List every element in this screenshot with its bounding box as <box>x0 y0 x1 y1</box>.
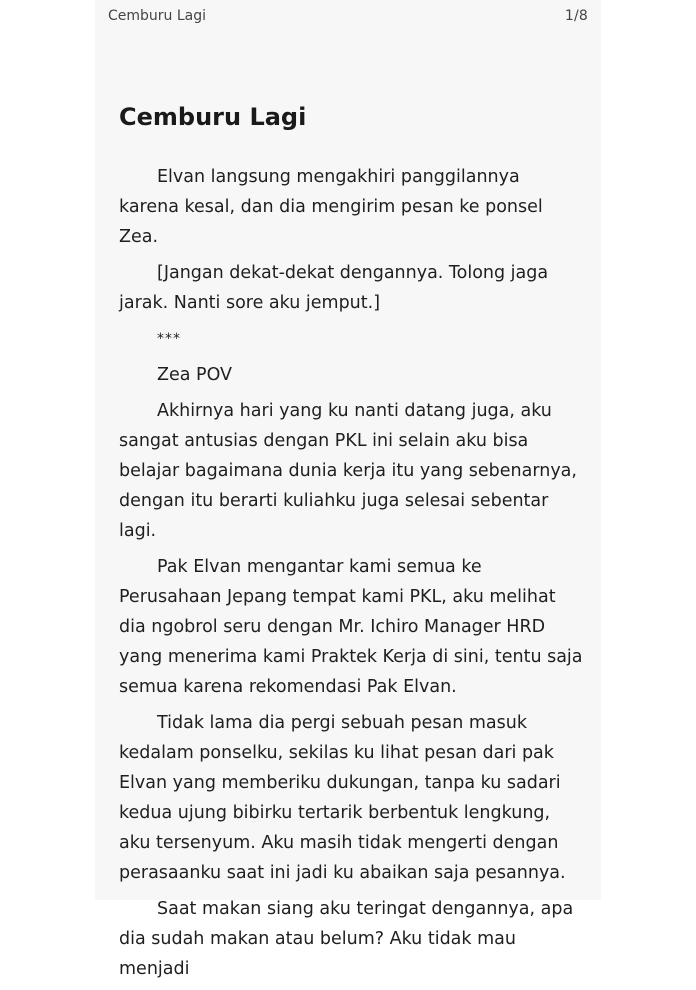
paragraph: Saat makan siang aku teringat dengannya, apa dia sudah makan atau belum? Aku tidak mau menjadi <box>119 899 574 979</box>
chapter-content <box>119 98 585 990</box>
page-indicator: 1/8 <box>564 8 588 24</box>
paragraph: Elvan langsung mengakhiri panggilannya karena kesal, dan dia mengirim pesan ke ponsel Zea. <box>119 167 543 247</box>
header-book-title: Cemburu Lagi <box>108 8 207 24</box>
chapter-title: Cemburu Lagi <box>119 103 307 131</box>
paragraph: Pak Elvan mengantar kami semua ke Perusahaan Jepang tempat kami PKL, aku melihat dia ngobrol seru dengan Mr. Ichiro Manager HRD yang menerima kami Praktek Kerja di sini, tentu saja semua karena rekomendasi Pak Elvan. <box>119 557 583 697</box>
paragraph: Zea POV <box>157 365 233 385</box>
paragraph: [Jangan dekat-dekat dengannya. Tolong jaga jarak. Nanti sore aku jemput.] <box>119 263 549 313</box>
paragraph: Akhirnya hari yang ku nanti datang juga, aku sangat antusias dengan PKL ini selain aku bisa belajar bagaimana dunia kerja itu yang sebenarnya, dengan itu berarti kuliahku juga selesai sebentar lagi. <box>119 401 577 541</box>
paragraph: Tidak lama dia pergi sebuah pesan masuk kedalam ponselku, sekilas ku lihat pesan dari pak Elvan yang memberiku dukungan, tanpa ku sadari kedua ujung bibirku tertarik berbentuk lengkung, aku tersenyum. Aku masih tidak mengerti dengan perasaanku saat ini jadi ku abaikan saja pesannya. <box>119 713 566 883</box>
reader-header <box>108 6 588 26</box>
scene-separator: *** <box>157 331 181 347</box>
